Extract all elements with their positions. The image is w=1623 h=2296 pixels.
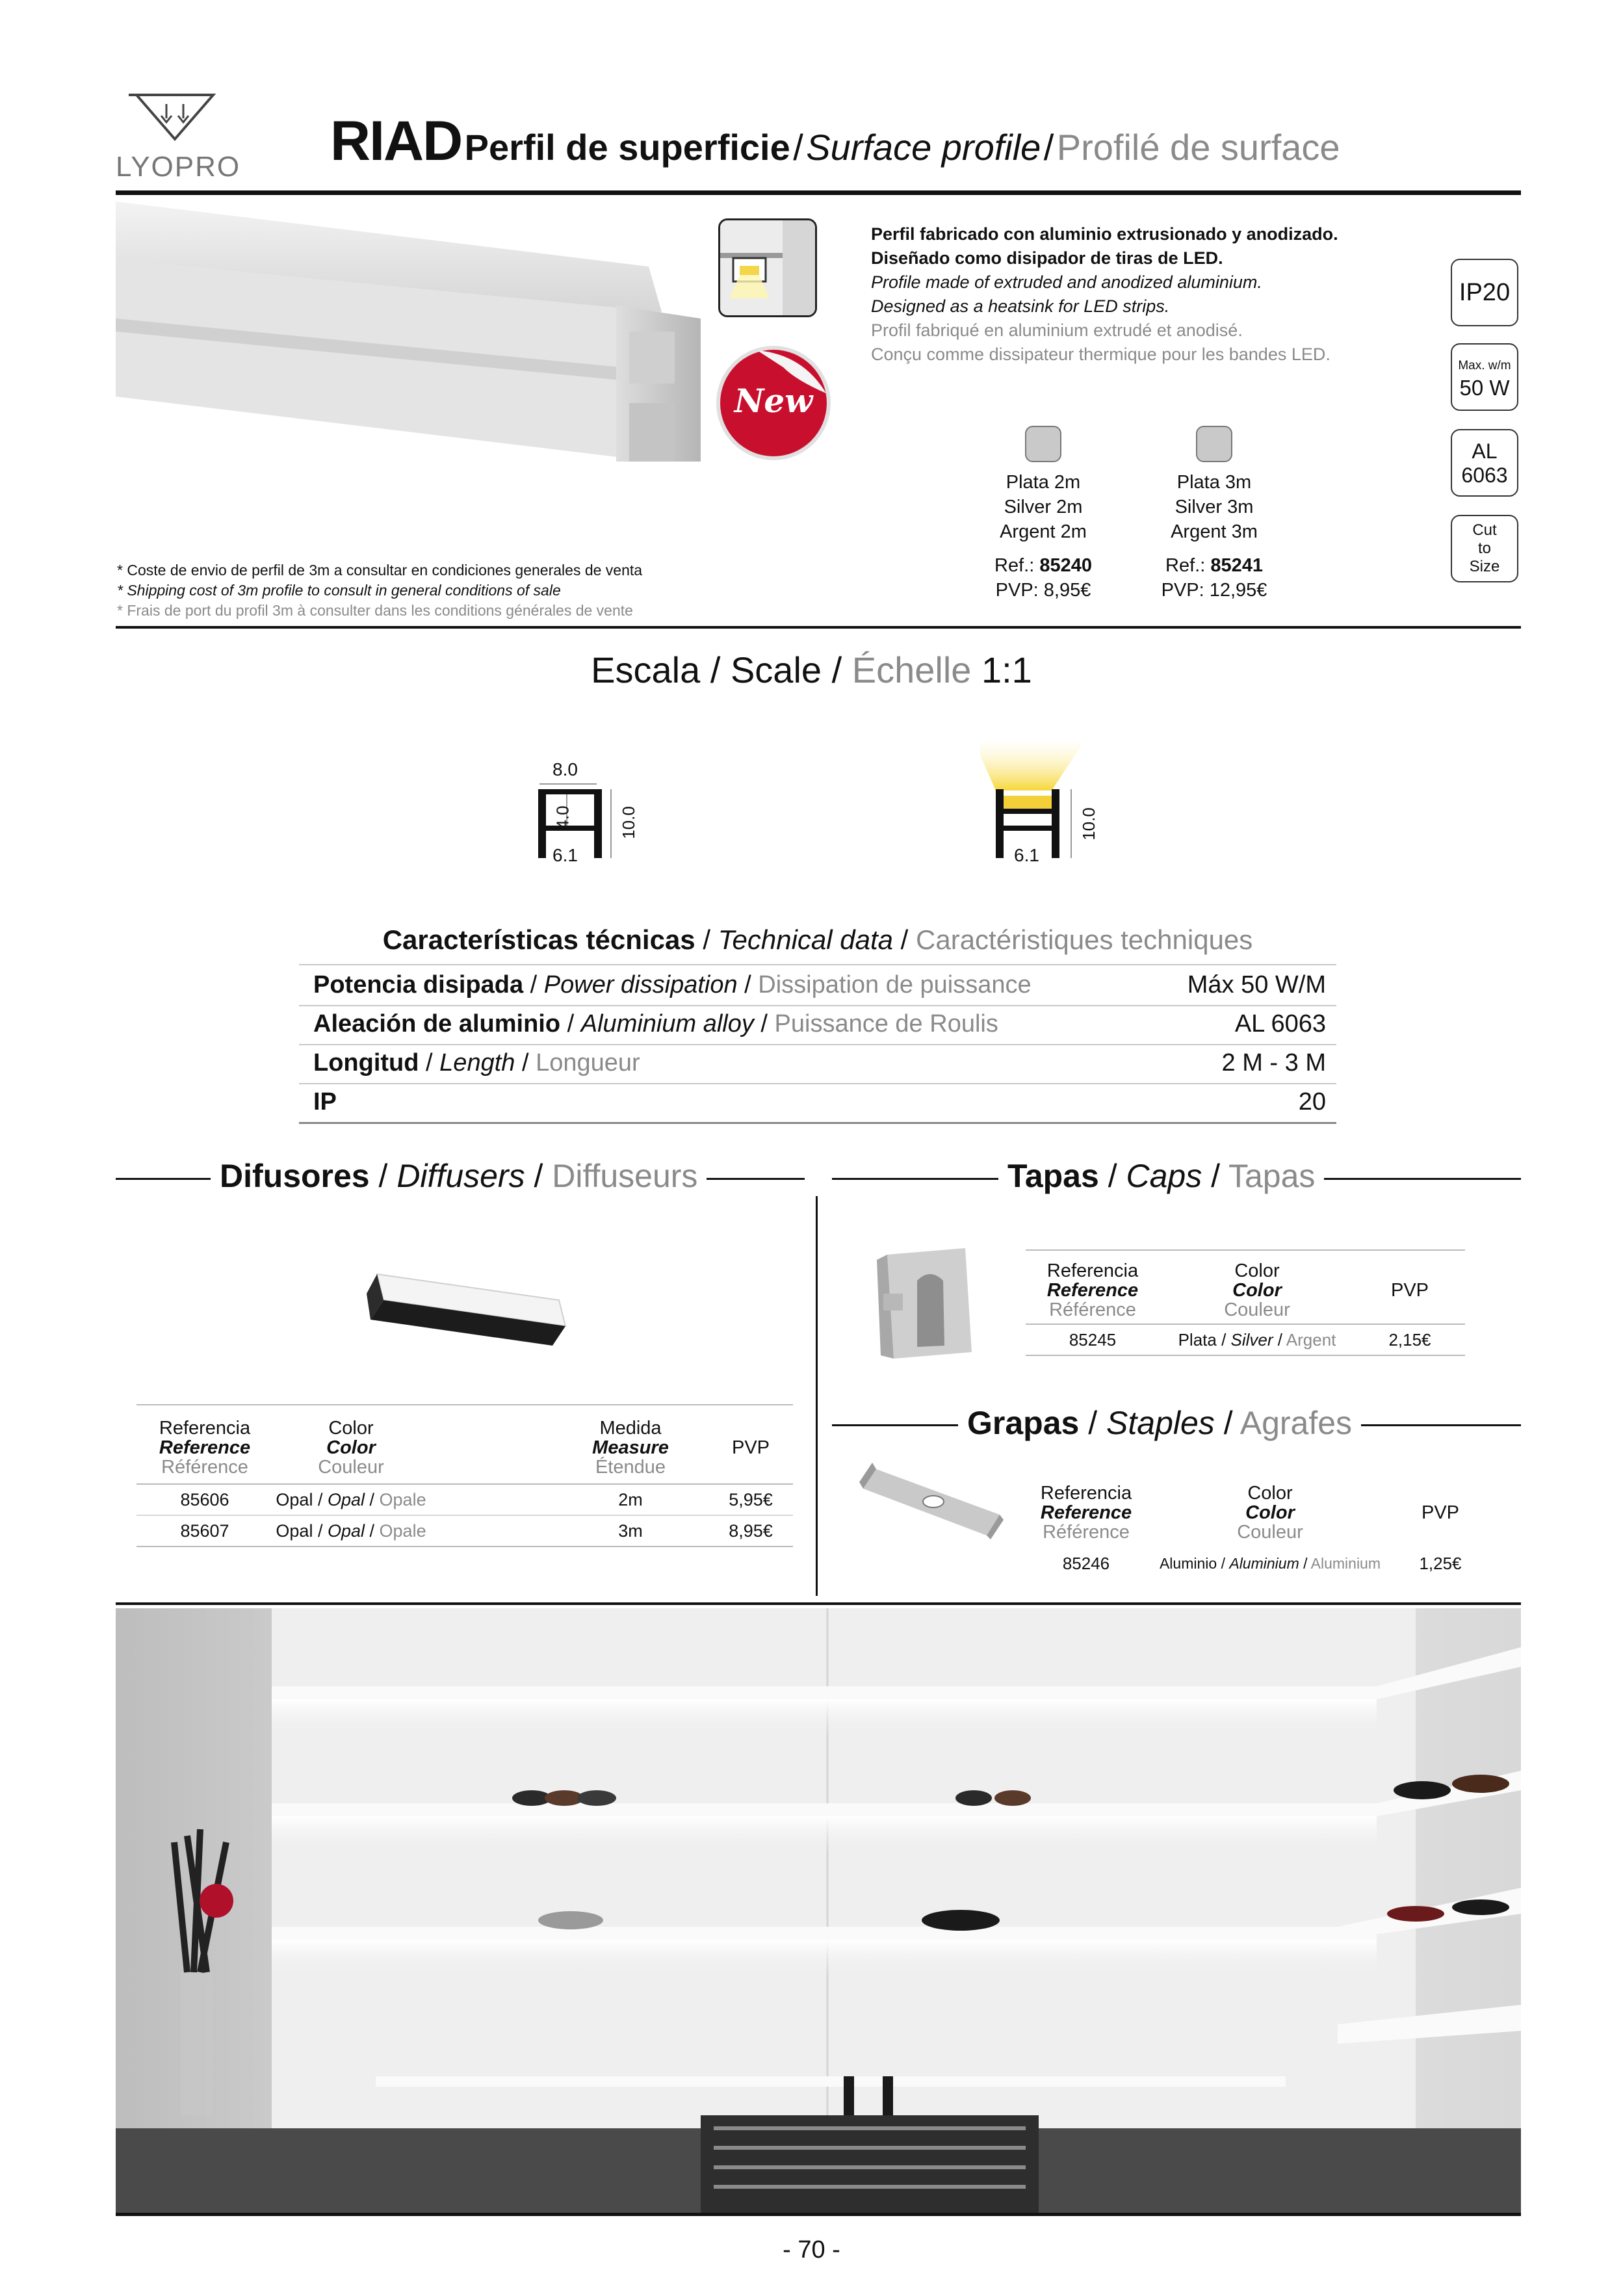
tech-heading: Características técnicas / Technical data / Caractéristiques techniques — [382, 924, 1253, 955]
variant-3m: Plata 3m Silver 3m Argent 3m Ref.: 85241 PVP: 12,95€ — [1149, 426, 1279, 603]
max-power-badge: Max. w/m 50 W — [1451, 343, 1518, 411]
table-row: 85607 Opal / Opal / Opale 3m 8,95€ — [136, 1516, 793, 1547]
logo-text: LYOPRO — [116, 151, 241, 183]
product-name: RIAD — [330, 110, 462, 172]
tech-row-power: Potencia disipada / Power dissipation / Dissipation de puissance Máx 50 W/M — [299, 967, 1336, 1006]
product-photo — [116, 202, 701, 462]
logo-mark-icon — [116, 91, 239, 150]
table-row: 85245 Plata / Silver / Argent 2,15€ — [1026, 1325, 1465, 1356]
diffuser-photo — [364, 1268, 572, 1352]
brand-logo — [116, 91, 239, 182]
title-fr: Profilé de surface — [1056, 127, 1340, 168]
table-row: 85246 Aluminio / Aluminium / Aluminium 1,25€ — [1062, 1554, 1462, 1573]
scale-heading: Escala / Scale / Échelle 1:1 — [591, 649, 1032, 690]
dimension-drawing-2: 10.0 6.1 — [980, 741, 1110, 874]
cap-photo — [874, 1242, 978, 1365]
profile-section-icon — [718, 218, 817, 317]
alloy-badge: AL 6063 — [1451, 429, 1518, 497]
title-en: Surface profile — [806, 127, 1041, 168]
variant-2m: Plata 2m Silver 2m Argent 2m Ref.: 85240 PVP: 8,95€ — [978, 426, 1108, 603]
color-swatch — [1196, 426, 1232, 462]
column-divider — [816, 1196, 818, 1596]
caps-title: Tapas / Caps / Tapas — [998, 1157, 1324, 1195]
new-badge-label: New — [734, 382, 813, 420]
staples-title: Grapas / Staples / Agrafes — [958, 1404, 1361, 1442]
tech-row-alloy: Aleación de aluminio / Aluminium alloy / Puissance de Roulis AL 6063 — [299, 1006, 1336, 1045]
tech-row-ip: IP 20 — [299, 1084, 1336, 1124]
table-row: 85606 Opal / Opal / Opale 2m 5,95€ — [136, 1485, 793, 1516]
page-number: - 70 - — [783, 2236, 840, 2263]
header-rule — [116, 190, 1521, 195]
new-badge — [712, 341, 835, 465]
tech-row-length: Longitud / Length / Longueur 2 M - 3 M — [299, 1045, 1336, 1084]
staple-photo — [857, 1463, 1006, 1541]
shipping-note: * Coste de envio de perfil de 3m a consultar en condiciones generales de venta * Shipping cost of 3m profile to consult in general conditions of sale * Frais de port du profil 3m à consulter dans les conditions générales de vente — [117, 562, 643, 619]
title-es: Perfil de superficie — [464, 127, 790, 168]
color-swatch — [1025, 426, 1061, 462]
application-photo — [116, 1608, 1521, 2213]
diffusers-title: Difusores / Diffusers / Diffuseurs — [211, 1157, 707, 1195]
tech-heading-rule — [299, 964, 1336, 965]
product-description: Perfil fabricado con aluminio extrusionado y anodizado. Diseñado como disipador de tiras de LED. Profile made of extruded and anodized aluminium. Designed as a heatsink for LED strips. Profil fabriqué en aluminium extrudé et anodisé. Conçu comme dissipateur thermique pour les bandes LED. — [871, 224, 1338, 364]
ip-rating-badge: IP20 — [1451, 259, 1518, 326]
cut-to-size-badge: Cut to Size — [1451, 515, 1518, 582]
photo-top-rule — [116, 1602, 1521, 1605]
page-title: RIAD Perfil de superficie / Surface profile / Profilé de surface — [330, 110, 1340, 172]
section-rule-1 — [116, 626, 1521, 629]
photo-bottom-rule — [116, 2213, 1521, 2216]
dimension-drawing-1: 8.0 4.0 10.0 6.1 — [532, 761, 649, 874]
